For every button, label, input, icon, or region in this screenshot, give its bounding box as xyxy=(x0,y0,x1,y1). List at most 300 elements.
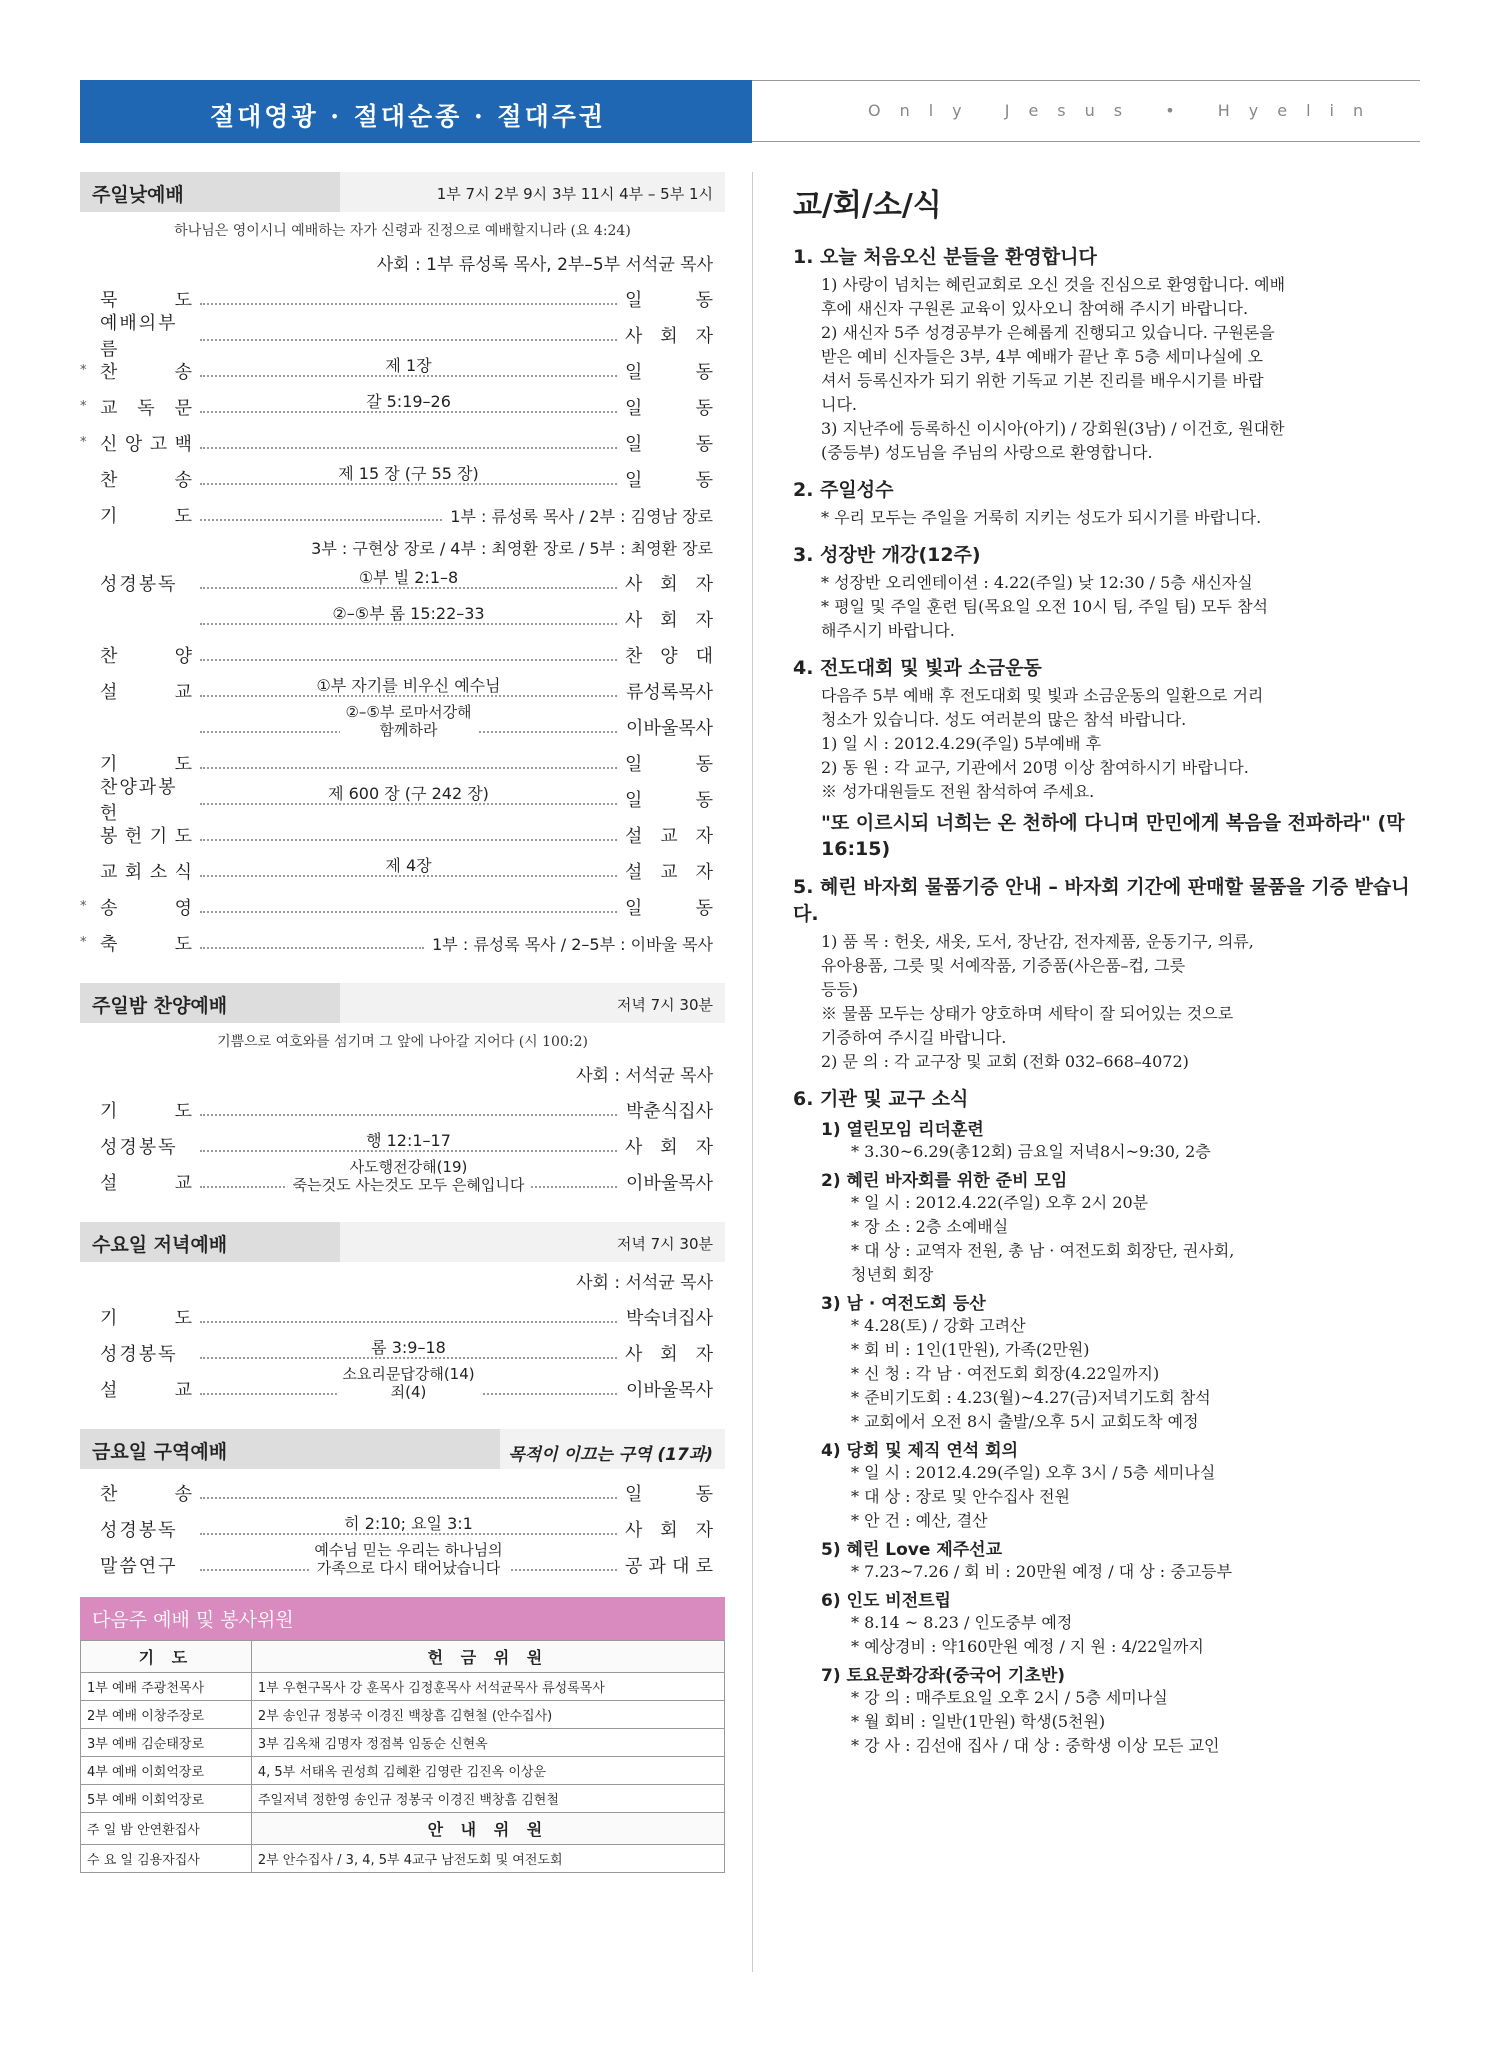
char: 고 xyxy=(149,434,168,455)
news-item xyxy=(793,1084,1423,1758)
char: 기 xyxy=(100,506,118,527)
news-line: * 8.14 ~ 8.23 / 인도중부 예정 xyxy=(851,1613,1073,1632)
dot-leader xyxy=(200,1541,617,1577)
news-subheading: 2) 혜린 바자회를 위한 준비 모임 xyxy=(821,1171,1068,1191)
dot-leader xyxy=(200,784,617,805)
char: 교 xyxy=(174,1173,192,1194)
news-heading: 6. 기관 및 교구 소식 xyxy=(793,1088,969,1110)
row-name xyxy=(80,858,192,884)
row-person xyxy=(625,322,725,348)
char: 자 xyxy=(695,326,713,347)
row-detail: 제 600 장 (구 242 장) xyxy=(322,785,495,803)
program-row xyxy=(80,1158,725,1200)
host: 사회 : 서석균 목사 xyxy=(576,1273,713,1293)
program-row xyxy=(80,353,725,389)
program-row xyxy=(80,817,725,853)
row-person: 박춘식집사 xyxy=(626,1101,713,1122)
news-item xyxy=(793,475,1423,530)
roster-prayer: 4부 예배 이회억장로 xyxy=(81,1757,252,1785)
news-item xyxy=(793,872,1423,1074)
row-detail: 소요리문답강해(14) 죄(4) xyxy=(336,1365,480,1401)
char: 교 xyxy=(174,1380,192,1401)
char: 송 xyxy=(174,1484,192,1505)
news-line: ※ 성가대원들도 전원 참석하여 주세요. xyxy=(821,782,1095,801)
dot-leader xyxy=(200,1104,617,1116)
char: 교 xyxy=(174,682,192,703)
char: 백 xyxy=(174,434,192,455)
char: 자 xyxy=(695,1137,713,1158)
row-name xyxy=(80,1376,192,1402)
char: 문 xyxy=(174,398,192,419)
roster-prayer: 주 일 밤 안연환집사 xyxy=(81,1813,252,1845)
news-line: 청년회 회장 xyxy=(851,1265,934,1284)
news-line: * 성장반 오리엔테이션 : 4.22(주일) 낮 12:30 / 5층 새신자실 xyxy=(821,573,1253,592)
news-line: 등등) xyxy=(821,980,859,999)
row-name xyxy=(80,822,192,848)
news-line: * 7.23~7.26 / 회 비 : 20만원 예정 / 대 상 : 중고등부 xyxy=(851,1562,1233,1581)
roster-prayer: 수 요 일 김용자집사 xyxy=(81,1845,252,1873)
banner-title: 절대영광 · 절대순종 · 절대주권 xyxy=(80,80,752,143)
char: 기 xyxy=(100,1101,118,1122)
char: 찬 xyxy=(100,646,118,667)
char: 회 xyxy=(660,1344,678,1365)
char: 기 xyxy=(100,754,118,775)
worship-column xyxy=(80,172,725,1873)
roster-offering: 2부 송인규 정봉국 이경진 백창흠 김현철 (안수집사) xyxy=(251,1701,724,1729)
program-row xyxy=(80,1541,725,1583)
dot-leader xyxy=(200,356,617,377)
news-heading: 2. 주일성수 xyxy=(793,479,894,501)
row-name xyxy=(80,642,192,668)
news-line: * 일 시 : 2012.4.22(주일) 오후 2시 20분 xyxy=(851,1193,1149,1212)
char: 식 xyxy=(174,862,192,883)
char: 사 xyxy=(625,574,643,595)
roster-row xyxy=(81,1701,725,1729)
news-line: * 교회에서 오전 8시 출발/오후 5시 교회도착 예정 xyxy=(851,1412,1199,1431)
char: 대 xyxy=(695,646,713,667)
char: 일 xyxy=(625,790,643,811)
row-person xyxy=(625,750,725,776)
roster-prayer: 1부 예배 주광천목사 xyxy=(81,1673,252,1701)
char: 자 xyxy=(695,610,713,631)
news-line: * 회 비 : 1인(1만원), 가족(2만원) xyxy=(851,1340,1090,1359)
roster-prayer: 2부 예배 이창주장로 xyxy=(81,1701,252,1729)
required-mark: * xyxy=(80,899,87,914)
char: 양 xyxy=(174,646,192,667)
dot-leader xyxy=(200,829,617,841)
news-line: (중등부) 성도님을 주님의 사랑으로 환영합니다. xyxy=(821,443,1153,462)
char: 양 xyxy=(660,646,678,667)
char: 동 xyxy=(695,754,713,775)
row-name xyxy=(80,894,192,920)
program-row xyxy=(80,853,725,889)
required-mark: * xyxy=(80,399,87,414)
row-person xyxy=(625,786,725,812)
char: 송 xyxy=(174,470,192,491)
news-heading: 5. 혜린 바자회 물품기증 안내 – 바자회 기간에 판매할 물품을 기증 받습니다. xyxy=(793,876,1410,925)
roster-offering: 주일저녁 정한영 송인규 정봉국 이경진 백창흠 김현철 xyxy=(251,1785,724,1813)
char: 설 xyxy=(100,682,118,703)
news-quote: "또 이르시되 너희는 온 천하에 다니며 만민에게 복음을 전파하라" (막 16:15) xyxy=(821,812,1405,860)
row-name xyxy=(80,1169,192,1195)
char: 로 xyxy=(695,1556,713,1577)
char: 헌 xyxy=(124,826,143,847)
row-person: 이바울목사 xyxy=(626,718,713,739)
roster-row xyxy=(81,1729,725,1757)
program-row xyxy=(80,425,725,461)
dot-leader xyxy=(200,1487,617,1499)
char: 축 xyxy=(100,934,118,955)
program-row xyxy=(80,703,725,745)
row-name xyxy=(80,1480,192,1506)
night-service xyxy=(80,983,725,1200)
news-heading: 3. 성장반 개강(12주) xyxy=(793,544,981,566)
program-row xyxy=(80,1365,725,1407)
dot-leader xyxy=(200,1365,617,1401)
char: 설 xyxy=(100,1380,118,1401)
char: 사 xyxy=(625,1344,643,1365)
news-line: * 일 시 : 2012.4.29(주일) 오후 3시 / 5층 세미나실 xyxy=(851,1463,1216,1482)
dot-leader xyxy=(200,901,617,913)
dot-leader xyxy=(200,1311,617,1323)
news-line: * 대 상 : 교역자 전원, 총 남 · 여전도회 회장단, 권사회, xyxy=(851,1241,1235,1260)
dot-leader xyxy=(200,464,617,485)
row-person xyxy=(625,286,725,312)
char: 소 xyxy=(149,862,168,883)
char: 자 xyxy=(695,1344,713,1365)
char: 동 xyxy=(695,470,713,491)
row-person xyxy=(625,358,725,384)
char: 동 xyxy=(695,898,713,919)
verse: 하나님은 영이시니 예배하는 자가 신령과 진정으로 예배할지니라 (요 4:24) xyxy=(174,223,631,239)
roster-col-prayer: 기 도 xyxy=(81,1641,252,1673)
news-line: 기증하여 주시길 바랍니다. xyxy=(821,1028,1007,1047)
section-header xyxy=(80,172,725,212)
news-line: * 예상경비 : 약160만원 예정 / 지 원 : 4/22일까지 xyxy=(851,1637,1204,1656)
news-line: 2) 문 의 : 각 교구장 및 교회 (전화 032–668–4072) xyxy=(821,1052,1189,1071)
news-title: 교/회/소/식 xyxy=(793,188,942,223)
row-name: 말씀연구 xyxy=(100,1556,178,1577)
row-person xyxy=(625,606,725,632)
char: 동 xyxy=(695,290,713,311)
char: 사 xyxy=(625,1137,643,1158)
row-name: 성경봉독 xyxy=(100,574,178,595)
row-person xyxy=(625,570,725,596)
roster-prayer: 5부 예배 이회억장로 xyxy=(81,1785,252,1813)
row-detail: ①부 자기를 비우신 예수님 xyxy=(310,677,506,695)
row-detail: 히 2:10; 요일 3:1 xyxy=(338,1515,479,1533)
news-line: 2) 새신자 5주 성경공부가 은혜롭게 진행되고 있습니다. 구원론을 xyxy=(821,323,1275,342)
news-line: * 안 건 : 예산, 결산 xyxy=(851,1511,988,1530)
char: 동 xyxy=(695,362,713,383)
required-mark: * xyxy=(80,363,87,378)
news-subheading: 5) 혜린 Love 제주선교 xyxy=(821,1540,1003,1560)
dot-leader xyxy=(200,856,617,877)
row-name: 성경봉독 xyxy=(100,1137,178,1158)
row-detail: 제 15 장 (구 55 장) xyxy=(332,465,484,483)
news-line: * 4.28(토) / 강화 고려산 xyxy=(851,1316,1026,1335)
dot-leader xyxy=(200,604,617,625)
row-detail: 제 4장 xyxy=(379,857,437,875)
dot-leader xyxy=(200,568,617,589)
char: 일 xyxy=(625,362,643,383)
news-line: 청소가 있습니다. 성도 여러분의 많은 참석 바랍니다. xyxy=(821,710,1187,729)
char: 설 xyxy=(625,826,643,847)
news-line: ※ 물품 모두는 상태가 양호하며 세탁이 잘 되어있는 것으로 xyxy=(821,1004,1234,1023)
char: 도 xyxy=(174,1101,192,1122)
char: 회 xyxy=(124,862,143,883)
row-person: 1부 : 류성록 목사 / 2–5부 : 이바울 목사 xyxy=(432,934,713,954)
char: 앙 xyxy=(124,434,143,455)
roster-table xyxy=(80,1640,725,1873)
char: 기 xyxy=(100,1308,118,1329)
char: 회 xyxy=(660,574,678,595)
char: 자 xyxy=(695,826,713,847)
section-header xyxy=(80,983,725,1023)
row-detail: ②–⑤부 로마서강해 함께하라 xyxy=(339,703,477,739)
row-name xyxy=(80,1304,192,1330)
news-subheading: 7) 토요문화강좌(중국어 기초반) xyxy=(821,1666,1066,1686)
row-name xyxy=(80,930,192,956)
program-row xyxy=(80,1299,725,1335)
section-time: 저녁 7시 30분 xyxy=(340,1222,725,1262)
wed-service xyxy=(80,1222,725,1407)
row-person xyxy=(625,1480,725,1506)
section-title: 수요일 저녁예배 xyxy=(80,1222,340,1262)
news-line: * 평일 및 주일 훈련 팀(목요일 오전 10시 팀, 주일 팀) 모두 참석 xyxy=(821,597,1268,616)
news-subheading: 4) 당회 및 제직 연석 회의 xyxy=(821,1441,1018,1461)
char: 송 xyxy=(100,898,118,919)
section-header xyxy=(80,1222,725,1262)
row-person xyxy=(625,1516,725,1542)
char: 자 xyxy=(695,862,713,883)
news-line: 다음주 5부 예배 후 전도대회 및 빛과 소금운동의 일환으로 거리 xyxy=(821,686,1264,705)
row-name xyxy=(80,678,192,704)
news-column xyxy=(793,172,1423,1768)
char: 교 xyxy=(100,862,118,883)
section-title: 주일낮예배 xyxy=(80,172,340,212)
news-line: 후에 새신자 구원론 교육이 있사오니 참여해 주시기 바랍니다. xyxy=(821,299,1249,318)
program-row xyxy=(80,889,725,925)
char: 도 xyxy=(174,1308,192,1329)
dot-leader xyxy=(200,392,617,413)
roster-row xyxy=(81,1845,725,1873)
roster-col-usher: 안 내 위 원 xyxy=(251,1813,724,1845)
char: 동 xyxy=(695,434,713,455)
news-item xyxy=(793,242,1423,465)
program-row xyxy=(80,1092,725,1128)
dot-leader xyxy=(200,509,442,521)
char: 영 xyxy=(174,898,192,919)
roster-usher: 2부 안수집사 / 3, 4, 5부 4교구 남전도회 및 여전도회 xyxy=(251,1845,724,1873)
dot-leader xyxy=(200,703,617,739)
row-detail: 갈 5:19–26 xyxy=(360,393,457,411)
row-name xyxy=(80,358,192,384)
dot-leader xyxy=(200,649,617,661)
top-banner xyxy=(80,80,1420,142)
char: 자 xyxy=(695,574,713,595)
char: 일 xyxy=(625,470,643,491)
news-line: * 대 상 : 장로 및 안수집사 전원 xyxy=(851,1487,1071,1506)
char: 도 xyxy=(174,506,192,527)
char: 자 xyxy=(695,1520,713,1541)
roster-row xyxy=(81,1673,725,1701)
row-name xyxy=(80,430,192,456)
char: 일 xyxy=(625,754,643,775)
char: 회 xyxy=(660,610,678,631)
roster-title: 다음주 예배 및 봉사위원 xyxy=(80,1597,725,1640)
char: 사 xyxy=(625,1520,643,1541)
char: 독 xyxy=(137,398,155,419)
roster-offering: 3부 김옥채 김명자 정점복 임동순 신현옥 xyxy=(251,1729,724,1757)
row-person xyxy=(625,1340,725,1366)
row-person: 이바울목사 xyxy=(626,1380,713,1401)
char: 기 xyxy=(149,826,168,847)
char: 과 xyxy=(648,1556,666,1577)
news-line: 니다. xyxy=(821,395,857,414)
char: 봉 xyxy=(100,826,118,847)
row-person: 류성록목사 xyxy=(626,682,713,703)
sunday-service xyxy=(80,172,725,961)
row-person xyxy=(625,858,725,884)
char: 공 xyxy=(625,1556,643,1577)
char: 일 xyxy=(625,398,643,419)
char: 교 xyxy=(100,398,118,419)
row-name xyxy=(80,394,192,420)
section-time: 1부 7시 2부 9시 3부 11시 4부 – 5부 1시 xyxy=(340,172,725,212)
program-row xyxy=(80,1475,725,1511)
row-name xyxy=(80,466,192,492)
char: 송 xyxy=(174,362,192,383)
char: 찬 xyxy=(100,1484,118,1505)
dot-leader xyxy=(200,1338,617,1359)
char: 동 xyxy=(695,790,713,811)
char: 일 xyxy=(625,1484,643,1505)
host: 사회 : 서석균 목사 xyxy=(576,1066,713,1086)
news-item xyxy=(793,540,1423,643)
required-mark: * xyxy=(80,935,87,950)
news-item xyxy=(793,653,1423,862)
dot-leader xyxy=(200,937,424,949)
roster-row xyxy=(81,1757,725,1785)
news-subheading: 1) 열린모임 리더훈련 xyxy=(821,1120,984,1140)
dot-leader xyxy=(200,293,617,305)
char: 대 xyxy=(672,1556,690,1577)
news-line: 1) 일 시 : 2012.4.29(주일) 5부예배 후 xyxy=(821,734,1102,753)
news-line: * 신 청 : 각 남 · 여전도회 회장(4.22일까지) xyxy=(851,1364,1160,1383)
row-name: 성경봉독 xyxy=(100,1520,178,1541)
roster-offering: 4, 5부 서태옥 권성희 김혜환 김영란 김진옥 이상운 xyxy=(251,1757,724,1785)
news-line: * 강 의 : 매주토요일 오후 2시 / 5층 세미나실 xyxy=(851,1688,1168,1707)
row-person xyxy=(625,894,725,920)
char: 신 xyxy=(100,434,118,455)
program-row xyxy=(80,777,725,824)
section-time: 저녁 7시 30분 xyxy=(340,983,725,1023)
news-line: * 3.30~6.29(총12회) 금요일 저녁8시~9:30, 2층 xyxy=(851,1142,1211,1161)
roster-offering: 1부 우현구목사 강 훈목사 김정훈목사 서석균목사 류성록목사 xyxy=(251,1673,724,1701)
dot-leader xyxy=(200,1514,617,1535)
program-row xyxy=(80,389,725,425)
program-row xyxy=(80,637,725,673)
char: 설 xyxy=(100,1173,118,1194)
news-heading: 1. 오늘 처음오신 분들을 환영합니다 xyxy=(793,246,1097,268)
row-person xyxy=(625,642,725,668)
dot-leader xyxy=(200,676,617,697)
char: 도 xyxy=(174,934,192,955)
char: 일 xyxy=(625,290,643,311)
program-row xyxy=(80,497,725,533)
section-header xyxy=(80,1429,725,1469)
row-detail: 사도행전강해(19) 죽는것도 사는것도 모두 은혜입니다 xyxy=(287,1158,531,1194)
program-row xyxy=(80,925,725,961)
row-person xyxy=(625,1133,725,1159)
row-name: 예배의부름 xyxy=(100,313,178,360)
row-person: 1부 : 류성록 목사 / 2부 : 김영남 장로 xyxy=(450,506,713,526)
row-person: 이바울목사 xyxy=(626,1173,713,1194)
program-row xyxy=(80,461,725,497)
char: 일 xyxy=(625,898,643,919)
program-row xyxy=(80,601,725,637)
prayer-continued: 3부 : 구현상 장로 / 4부 : 최영환 장로 / 5부 : 최영환 장로 xyxy=(311,539,713,558)
news-line: 3) 지난주에 등록하신 이시아(아기) / 강회원(3남) / 이건호, 원대한 xyxy=(821,419,1285,438)
section-time: 목적이 이끄는 구역 (17과) xyxy=(500,1429,725,1469)
section-title: 금요일 구역예배 xyxy=(80,1429,500,1469)
news-line: 해주시기 바랍니다. xyxy=(821,621,955,640)
news-line: 1) 품 목 : 헌옷, 새옷, 도서, 장난감, 전자제품, 운동기구, 의류, xyxy=(821,932,1254,951)
char: 도 xyxy=(174,290,192,311)
news-subheading: 6) 인도 비전트립 xyxy=(821,1591,951,1611)
char: 찬 xyxy=(100,362,118,383)
char: 동 xyxy=(695,1484,713,1505)
row-person: 박숙녀집사 xyxy=(626,1308,713,1329)
news-line: * 장 소 : 2층 소예배실 xyxy=(851,1217,1009,1236)
char: 동 xyxy=(695,398,713,419)
char: 회 xyxy=(660,326,678,347)
char: 도 xyxy=(174,754,192,775)
char: 일 xyxy=(625,434,643,455)
row-name: 찬양과봉헌 xyxy=(100,777,178,824)
verse: 기쁨으로 여호와를 섬기며 그 앞에 나아갈 지어다 (시 100:2) xyxy=(217,1034,588,1050)
required-mark: * xyxy=(80,435,87,450)
program-row xyxy=(80,313,725,360)
news-subheading: 3) 남 · 여전도회 등산 xyxy=(821,1294,986,1314)
column-divider xyxy=(752,172,753,1972)
roster-row xyxy=(81,1813,725,1845)
news-list xyxy=(793,242,1423,1758)
row-detail: ②–⑤부 롬 15:22–33 xyxy=(326,605,490,623)
news-line: 셔서 등록신자가 되기 위한 기독교 기본 진리를 배우시기를 바랍 xyxy=(821,371,1264,390)
row-detail: 롬 3:9–18 xyxy=(365,1339,452,1357)
row-detail: 예수님 믿는 우리는 하나님의 가족으로 다시 태어났습니다 xyxy=(308,1541,508,1577)
dot-leader xyxy=(200,757,617,769)
row-name xyxy=(80,1097,192,1123)
fri-service xyxy=(80,1429,725,1583)
banner-motto: Only Jesus • Hyelin xyxy=(868,101,1383,120)
news-heading: 4. 전도대회 및 빛과 소금운동 xyxy=(793,657,1042,679)
char: 찬 xyxy=(100,470,118,491)
row-name xyxy=(80,502,192,528)
row-person xyxy=(625,394,725,420)
row-detail: ①부 빌 2:1–8 xyxy=(353,569,464,587)
row-detail: 행 12:1–17 xyxy=(360,1132,457,1150)
dot-leader xyxy=(200,329,617,341)
row-name: 성경봉독 xyxy=(100,1344,178,1365)
row-person xyxy=(625,822,725,848)
news-line: 2) 동 원 : 각 교구, 기관에서 20명 이상 참여하시기 바랍니다. xyxy=(821,758,1249,777)
news-line: 1) 사랑이 넘치는 혜린교회로 오신 것을 진심으로 환영합니다. 예배 xyxy=(821,275,1286,294)
char: 회 xyxy=(660,1520,678,1541)
row-person xyxy=(625,430,725,456)
